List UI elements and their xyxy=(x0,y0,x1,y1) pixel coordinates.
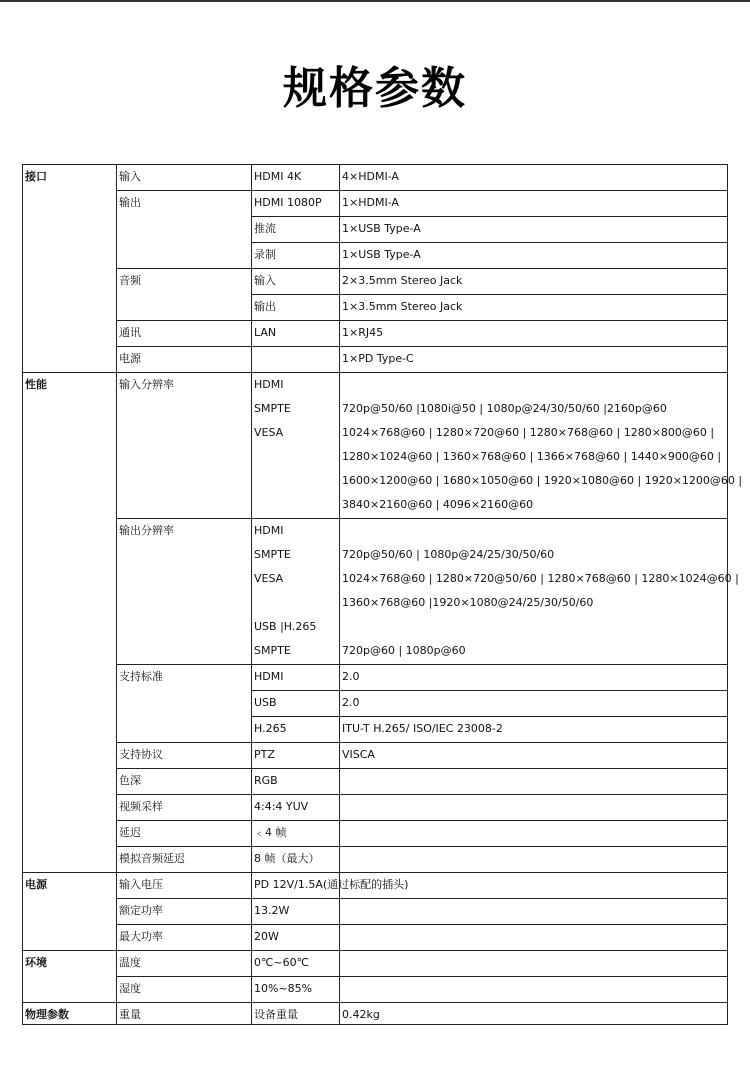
table-hline xyxy=(116,794,728,795)
table-hline xyxy=(22,872,728,873)
cell-c3: 8 帧（最大） xyxy=(254,852,320,865)
cell-c3: HDMI 4K xyxy=(254,170,302,183)
cell-c3: HDMI xyxy=(254,378,284,391)
cell-c4: 720p@50/60 |1080i@50 | 1080p@24/30/50/60 |2160p@60 xyxy=(342,402,667,415)
cell-c2: 音频 xyxy=(119,274,141,287)
table-hline xyxy=(251,294,728,295)
cell-c3: H.265 xyxy=(254,722,287,735)
table-hline xyxy=(116,976,728,977)
table-top-border xyxy=(22,164,728,165)
cell-c1: 性能 xyxy=(25,378,47,391)
cell-c4: 1×USB Type-A xyxy=(342,222,421,235)
cell-c4: 1×3.5mm Stereo Jack xyxy=(342,300,463,313)
table-hline xyxy=(22,372,728,373)
table-vline-1 xyxy=(116,164,117,1025)
cell-c4: 1024×768@60 | 1280×720@60 | 1280×768@60 | 1280×800@60 | xyxy=(342,426,715,439)
table-hline xyxy=(251,216,728,217)
cell-c2: 支持标准 xyxy=(119,670,163,683)
cell-c3: VESA xyxy=(254,426,284,439)
cell-c3: SMPTE xyxy=(254,548,291,561)
cell-c3: LAN xyxy=(254,326,277,339)
cell-c4: 2.0 xyxy=(342,670,360,683)
cell-c2: 输入电压 xyxy=(119,878,163,891)
cell-c1: 电源 xyxy=(25,878,47,891)
cell-c2: 额定功率 xyxy=(119,904,163,917)
table-hline xyxy=(116,320,728,321)
cell-c3: HDMI xyxy=(254,670,284,683)
cell-c3: PD 12V/1.5A(通过标配的插头) xyxy=(254,878,409,891)
cell-c4: 0.42kg xyxy=(342,1008,380,1021)
cell-c3: 13.2W xyxy=(254,904,290,917)
cell-c3: 20W xyxy=(254,930,279,943)
cell-c2: 重量 xyxy=(119,1008,141,1021)
cell-c4: 1600×1200@60 | 1680×1050@60 | 1920×1080@60 | 1920×1200@60 | xyxy=(342,474,743,487)
cell-c3: RGB xyxy=(254,774,278,787)
table-hline xyxy=(116,924,728,925)
cell-c2: 支持协议 xyxy=(119,748,163,761)
table-hline xyxy=(116,742,728,743)
cell-c2: 湿度 xyxy=(119,982,141,995)
cell-c3: 输出 xyxy=(254,300,276,313)
cell-c4: 1×PD Type-C xyxy=(342,352,414,365)
cell-c4: 1024×768@60 | 1280×720@50/60 | 1280×768@60 | 1280×1024@60 | xyxy=(342,572,739,585)
table-hline xyxy=(116,898,728,899)
cell-c2: 视频采样 xyxy=(119,800,163,813)
cell-c3: 4:4:4 YUV xyxy=(254,800,309,813)
cell-c3: 录制 xyxy=(254,248,276,261)
cell-c4: 720p@50/60 | 1080p@24/25/30/50/60 xyxy=(342,548,555,561)
cell-c4: VISCA xyxy=(342,748,375,761)
cell-c2: 温度 xyxy=(119,956,141,969)
cell-c3: 0℃~60℃ xyxy=(254,956,309,969)
cell-c2: 输入分辨率 xyxy=(119,378,174,391)
table-hline xyxy=(116,664,728,665)
cell-c3: VESA xyxy=(254,572,284,585)
cell-c4: 3840×2160@60 | 4096×2160@60 xyxy=(342,498,534,511)
cell-c3: HDMI 1080P xyxy=(254,196,322,209)
cell-c3: 10%~85% xyxy=(254,982,313,995)
table-hline xyxy=(251,716,728,717)
table-hline xyxy=(251,690,728,691)
cell-c2: 输出 xyxy=(119,196,141,209)
table-hline xyxy=(116,190,728,191)
cell-c2: 通讯 xyxy=(119,326,141,339)
table-hline xyxy=(116,768,728,769)
cell-c1: 物理参数 xyxy=(25,1008,69,1021)
cell-c3: USB xyxy=(254,696,277,709)
cell-c4: 1×USB Type-A xyxy=(342,248,421,261)
cell-c3: HDMI xyxy=(254,524,284,537)
cell-c2: 模拟音频延迟 xyxy=(119,852,185,865)
cell-c2: 最大功率 xyxy=(119,930,163,943)
cell-c3: USB |H.265 xyxy=(254,620,317,633)
table-hline xyxy=(251,242,728,243)
cell-c1: 接口 xyxy=(25,170,47,183)
cell-c3: 推流 xyxy=(254,222,276,235)
cell-c1: 环境 xyxy=(25,956,47,969)
cell-c4: 2×3.5mm Stereo Jack xyxy=(342,274,463,287)
cell-c2: 电源 xyxy=(119,352,141,365)
table-hline xyxy=(116,268,728,269)
table-hline xyxy=(22,1002,728,1003)
cell-c3: SMPTE xyxy=(254,644,291,657)
cell-c3: ﹤4 帧 xyxy=(254,826,287,839)
table-hline xyxy=(22,950,728,951)
cell-c4: 4×HDMI-A xyxy=(342,170,399,183)
table-vline-0 xyxy=(22,164,23,1025)
cell-c3: SMPTE xyxy=(254,402,291,415)
cell-c2: 输出分辨率 xyxy=(119,524,174,537)
cell-c4: 1×HDMI-A xyxy=(342,196,399,209)
table-hline xyxy=(116,846,728,847)
cell-c3: 输入 xyxy=(254,274,276,287)
page-title: 规格参数 xyxy=(283,63,467,114)
table-hline xyxy=(116,820,728,821)
cell-c4: 1360×768@60 |1920×1080@24/25/30/50/60 xyxy=(342,596,594,609)
cell-c4: ITU-T H.265/ ISO/IEC 23008-2 xyxy=(342,722,503,735)
table-hline xyxy=(116,346,728,347)
cell-c4: 720p@60 | 1080p@60 xyxy=(342,644,466,657)
cell-c4: 1×RJ45 xyxy=(342,326,384,339)
cell-c4: 2.0 xyxy=(342,696,360,709)
cell-c2: 延迟 xyxy=(119,826,141,839)
cell-c3: PTZ xyxy=(254,748,275,761)
cell-c2: 色深 xyxy=(119,774,141,787)
table-bottom-border xyxy=(22,1024,728,1025)
cell-c3: 设备重量 xyxy=(254,1008,298,1021)
cell-c2: 输入 xyxy=(119,170,141,183)
cell-c4: 1280×1024@60 | 1360×768@60 | 1366×768@60 | 1440×900@60 | xyxy=(342,450,722,463)
table-hline xyxy=(116,518,728,519)
